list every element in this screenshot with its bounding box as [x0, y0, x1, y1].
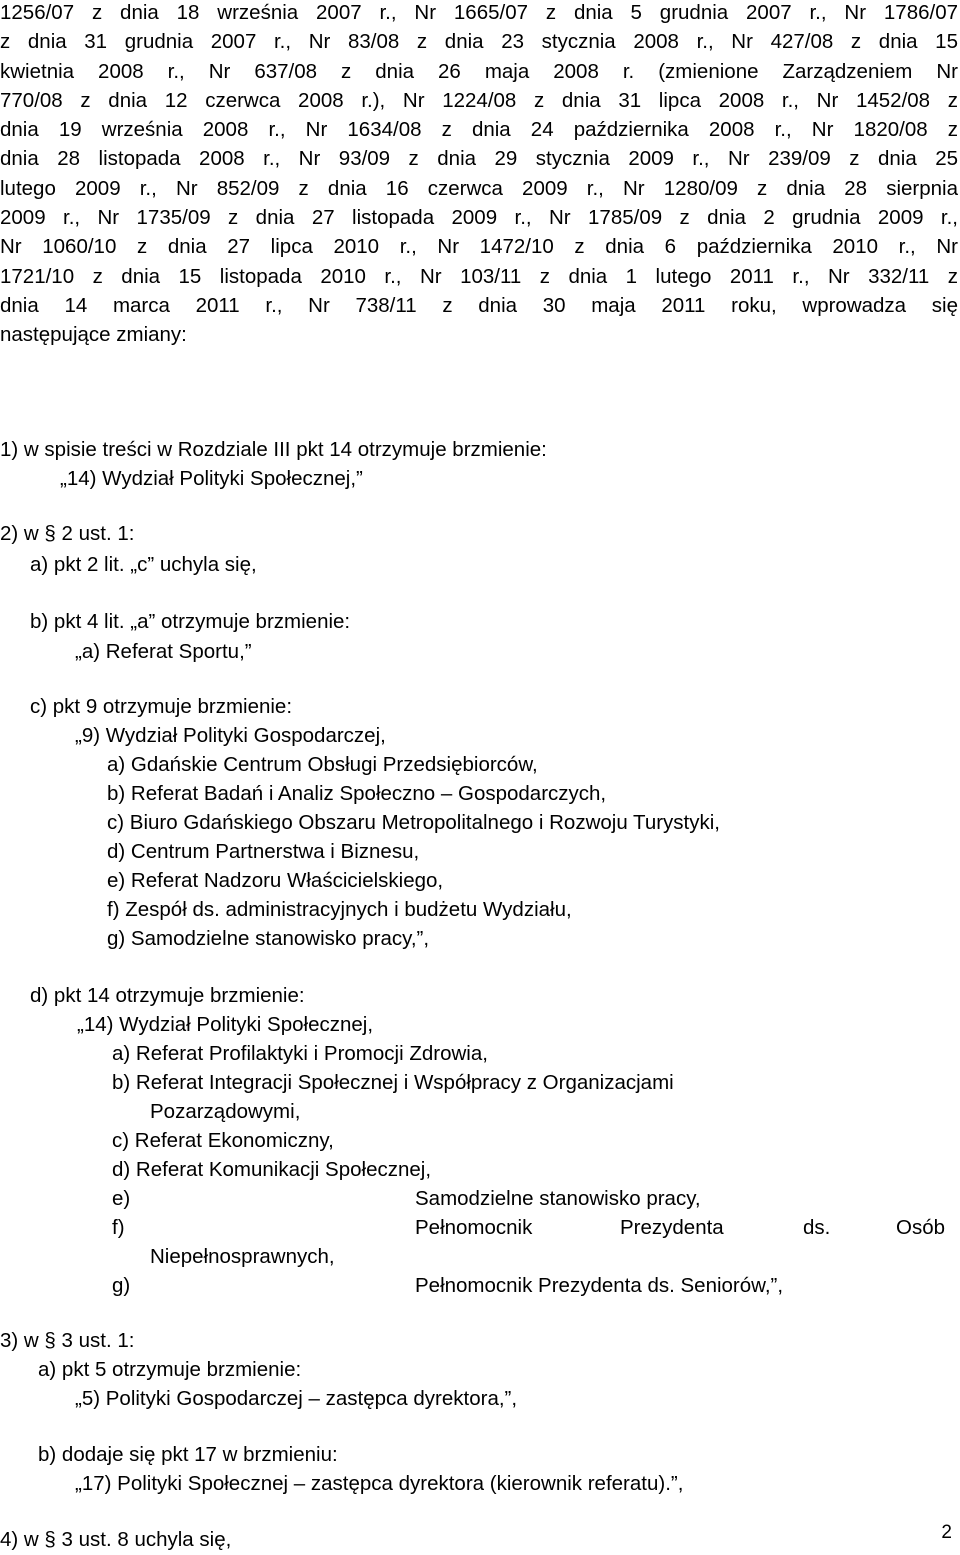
- item-2d: d) pkt 14 otrzymuje brzmienie:: [30, 984, 305, 1007]
- item-2c: c) pkt 9 otrzymuje brzmienie:: [30, 695, 293, 718]
- item-1-quote: „14) Wydział Polityki Społecznej,”: [60, 467, 363, 490]
- item-2b-quote: „a) Referat Sportu,”: [75, 640, 252, 663]
- intro-line: kwietnia 2008 r., Nr 637/08 z dnia 26 maja 2008 r. (zmienione Zarządzeniem Nr: [0, 59, 958, 83]
- item-2c-b: b) Referat Badań i Analiz Społeczno – Gospodarczych,: [107, 782, 607, 805]
- item-2d-quote: „14) Wydział Polityki Społecznej,: [77, 1013, 374, 1036]
- item-2d-f-word: Pełnomocnik: [415, 1216, 533, 1239]
- item-3b: b) dodaje się pkt 17 w brzmieniu:: [38, 1443, 338, 1466]
- intro-paragraph: [0, 0, 958, 350]
- item-2: 2) w § 2 ust. 1:: [0, 522, 135, 545]
- item-2d-b: b) Referat Integracji Społecznej i Współpracy z Organizacjami: [112, 1071, 674, 1094]
- item-2d-f-word: Prezydenta: [620, 1216, 724, 1239]
- item-2d-e: Samodzielne stanowisko pracy,: [415, 1187, 701, 1210]
- item-2c-g: g) Samodzielne stanowisko pracy,”,: [107, 927, 430, 950]
- item-2d-f-cont: Niepełnosprawnych,: [150, 1245, 335, 1268]
- item-2c-c: c) Biuro Gdańskiego Obszaru Metropolitalnego i Rozwoju Turystyki,: [107, 811, 720, 834]
- intro-line: 2009 r., Nr 1735/09 z dnia 27 listopada 2009 r., Nr 1785/09 z dnia 2 grudnia 2009 r.,: [0, 206, 958, 230]
- intro-line: 1721/10 z dnia 15 listopada 2010 r., Nr 103/11 z dnia 1 lutego 2011 r., Nr 332/11 z: [0, 264, 958, 288]
- item-4: 4) w § 3 ust. 8 uchyla się,: [0, 1528, 232, 1551]
- item-2c-a: a) Gdańskie Centrum Obsługi Przedsiębiorców,: [107, 753, 538, 776]
- intro-line: następujące zmiany:: [0, 323, 187, 347]
- item-2d-d: d) Referat Komunikacji Społecznej,: [112, 1158, 432, 1181]
- item-2c-f: f) Zespół ds. administracyjnych i budżetu Wydziału,: [107, 898, 572, 921]
- item-2d-g: Pełnomocnik Prezydenta ds. Seniorów,”,: [415, 1274, 784, 1297]
- item-2c-e: e) Referat Nadzoru Właścicielskiego,: [107, 869, 444, 892]
- intro-line: dnia 28 listopada 2008 r., Nr 93/09 z dnia 29 stycznia 2009 r., Nr 239/09 z dnia 25: [0, 147, 958, 171]
- intro-line: z dnia 31 grudnia 2007 r., Nr 83/08 z dnia 23 stycznia 2008 r., Nr 427/08 z dnia 15: [0, 30, 958, 54]
- page-number: 2: [941, 1522, 952, 1543]
- item-2d-f-label: f): [112, 1216, 125, 1239]
- item-3b-quote: „17) Polityki Społecznej – zastępca dyrektora (kierownik referatu).”,: [75, 1472, 684, 1495]
- item-2c-d: d) Centrum Partnerstwa i Biznesu,: [107, 840, 420, 863]
- item-2d-g-label: g): [112, 1274, 131, 1297]
- item-2d-e-label: e): [112, 1187, 131, 1210]
- item-1: 1) w spisie treści w Rozdziale III pkt 14 otrzymuje brzmienie:: [0, 438, 547, 461]
- item-2b: b) pkt 4 lit. „a” otrzymuje brzmienie:: [30, 610, 351, 633]
- item-2d-a: a) Referat Profilaktyki i Promocji Zdrowia,: [112, 1042, 488, 1065]
- intro-line: dnia 14 marca 2011 r., Nr 738/11 z dnia 30 maja 2011 roku, wprowadza się: [0, 293, 958, 317]
- item-2d-f-word: ds.: [803, 1216, 831, 1239]
- intro-line: Nr 1060/10 z dnia 27 lipca 2010 r., Nr 1472/10 z dnia 6 października 2010 r., Nr: [0, 235, 958, 259]
- item-2c-quote: „9) Wydział Polityki Gospodarczej,: [75, 724, 386, 747]
- intro-line: lutego 2009 r., Nr 852/09 z dnia 16 czerwca 2009 r., Nr 1280/09 z dnia 28 sierpnia: [0, 176, 958, 200]
- item-3: 3) w § 3 ust. 1:: [0, 1329, 135, 1352]
- item-2a: a) pkt 2 lit. „c” uchyla się,: [30, 553, 257, 576]
- item-3a: a) pkt 5 otrzymuje brzmienie:: [38, 1358, 302, 1381]
- item-3a-quote: „5) Polityki Gospodarczej – zastępca dyrektora,”,: [75, 1387, 518, 1410]
- intro-line: 770/08 z dnia 12 czerwca 2008 r.), Nr 1224/08 z dnia 31 lipca 2008 r., Nr 1452/08 z: [0, 88, 958, 112]
- item-2d-f-word: Osób: [896, 1216, 945, 1239]
- intro-line: dnia 19 września 2008 r., Nr 1634/08 z dnia 24 października 2008 r., Nr 1820/08 z: [0, 118, 958, 142]
- item-2d-b-cont: Pozarządowymi,: [150, 1100, 301, 1123]
- intro-line: 1256/07 z dnia 18 września 2007 r., Nr 1665/07 z dnia 5 grudnia 2007 r., Nr 1786/07: [0, 1, 958, 24]
- item-2d-c: c) Referat Ekonomiczny,: [112, 1129, 334, 1152]
